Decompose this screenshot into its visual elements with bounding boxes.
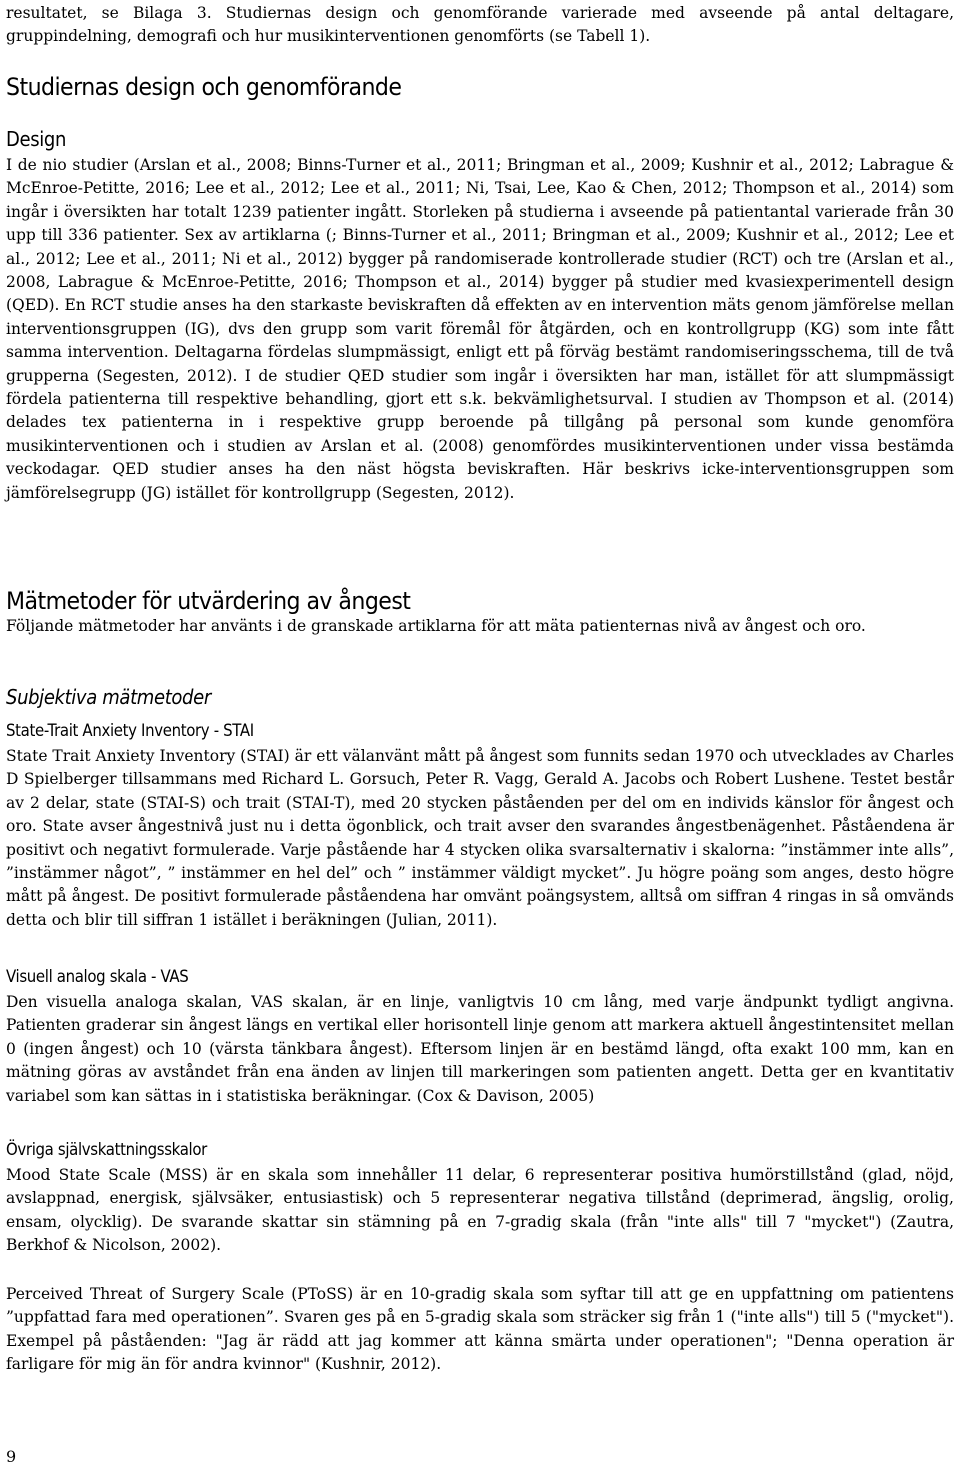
vas-paragraph: Den visuella analoga skalan, VAS skalan, är en linje, vanligtvis 10 cm lång, med varje ändpunkt tydligt angivna. Patienten graderar sin ångest längs en vertikal eller horisontell linje genom att markera aktuell ångestintensitet mellan 0 (ingen ångest) och 10 (värsta tänkbara ångest). Eftersom linjen är en bestämd längd, ofta exakt 100 mm, kan en mätning göras av avståndet från ena änden av linjen till markeringen som patienten angett. Detta ger en kvantitativ variabel som kan sättas in i statistiska beräkningar. (Cox & Davison, 2005) xyxy=(6,993,954,1105)
design-paragraph: I de nio studier (Arslan et al., 2008; Binns-Turner et al., 2011; Bringman et al., 2009; Kushnir et al., 2012; Labrague & McEnroe-Petitte, 2016; Lee et al., 2012; Lee et al., 2011; Ni, Tsai, Lee, Kao & Chen, 2012; Thompson et al., 2014) som ingår i översikten har totalt 1239 patienter ingått. Storleken på studierna i avseende på patientantal varierade från 30 upp till 336 patienter. Sex av artiklarna (; Binns-Turner et al., 2011; Bringman et al., 2009; Kushnir et al., 2012; Lee et al., 2012; Lee et al., 2011; Ni et al., 2012) bygger på randomiserade kontrollerade studier (RCT) och tre (Arslan et al., 2008, Labrague & McEnroe-Petitte, 2016; Thompson et al., 2014) bygger på studier med kvasiexperimentell design (QED). En RCT studie anses ha den starkaste beviskraften då effekten av en intervention mäts genom jämförelse mellan interventionsgruppen (IG), dvs den grupp som varit föremål för åtgärden, och en kontrollgrupp (KG) som inte fått samma intervention. Deltagarna fördelas slumpmässigt, enligt ett på förväg bestämt randomiseringsschema, till de två grupperna (Segesten, 2012). I de studier QED studier som ingår i översikten har man, istället för att slumpmässigt fördela patienterna till respektive behandling, gjort ett s.k. bekvämlighetsurval. I studien av Thompson et al. (2014) delades tex patienterna in i respektive grupp beroende på tillgång på personal som kunde genomföra musikinterventionen och i studien av Arslan et al. (2008) genomfördes musikinterventionen under vissa bestämda veckodagar. QED studier anses ha den näst högsta beviskraften. Här beskrivs icke-interventionsgruppen som jämförelsegrupp (JG) istället för kontrollgrupp (Segesten, 2012). xyxy=(6,156,954,502)
subjective-methods-heading: Subjektiva mätmetoder xyxy=(6,685,211,709)
other-scales-heading: Övriga självskattningsskalor xyxy=(6,1140,207,1160)
stai-heading: State-Trait Anxiety Inventory - STAI xyxy=(6,721,254,741)
methods-paragraph: Följande mätmetoder har använts i de granskade artiklarna för att mäta patienternas nivå av ångest och oro. xyxy=(6,617,866,635)
intro-paragraph: resultatet, se Bilaga 3. Studiernas design och genomförande varierade med avseende på antal deltagare, gruppindelning, demografi och hur musikinterventionen genomförts (se Tabell 1). xyxy=(6,4,954,46)
section-heading: Studiernas design och genomförande xyxy=(6,73,402,101)
stai-paragraph: State Trait Anxiety Inventory (STAI) är ett välanvänt mått på ångest som funnits sedan 1970 och utvecklades av Charles D Spielberger tillsammans med Richard L. Gorsuch, Peter R. Vagg, Gerald A. Jacobs och Robert Lushene. Testet består av 2 delar, state (STAI-S) och trait (STAI-T), med 20 stycken påståenden per del om en individs känslor för ångest och oro. State avser ångestnivå just nu i detta ögonblick, och trait avser den svarandes ångestbenägenhet. Påståendena är positivt och negativt formulerade. Varje påstående har 4 stycken olika svarsalternativ i skalorna: ”instämmer inte alls”, ”instämmer något”, ” instämmer en hel del” och ” instämmer väldigt mycket”. Ju högre poäng som anges, desto högre mått på ångest. De positivt formulerade påståendena har omvänt poängsystem, alltså om siffran 4 ringas in så omvänds detta och blir till siffran 1 istället i beräkningen (Julian, 2011). xyxy=(6,747,954,929)
methods-heading: Mätmetoder för utvärdering av ångest xyxy=(6,587,411,615)
vas-heading: Visuell analog skala - VAS xyxy=(6,967,189,987)
mss-paragraph: Mood State Scale (MSS) är en skala som innehåller 11 delar, 6 representerar positiva humörstillstånd (glad, nöjd, avslappnad, energisk, självsäker, entusiastisk) och 5 representerar negativa tillstånd (deprimerad, ängslig, orolig, ensam, olycklig). De svarande skattar sin stämning på en 7-gradig skala (från "inte alls" till 7 "mycket") (Zautra, Berkhof & Nicolson, 2002). xyxy=(6,1166,954,1255)
ptoss-paragraph: Perceived Threat of Surgery Scale (PToSS) är en 10-gradig skala som syftar till att ge en uppfattning om patientens ”uppfattad fara med operationen”. Svaren ges på en 5-gradig skala som sträcker sig från 1 ("inte alls") till 5 ("mycket"). Exempel på påståenden: "Jag är rädd att jag kommer att känna smärta under operationen"; "Denna operation är farligare för mig än för andra kvinnor" (Kushnir, 2012). xyxy=(6,1285,954,1374)
design-heading: Design xyxy=(6,127,66,151)
page-number: 9 xyxy=(6,1447,17,1466)
